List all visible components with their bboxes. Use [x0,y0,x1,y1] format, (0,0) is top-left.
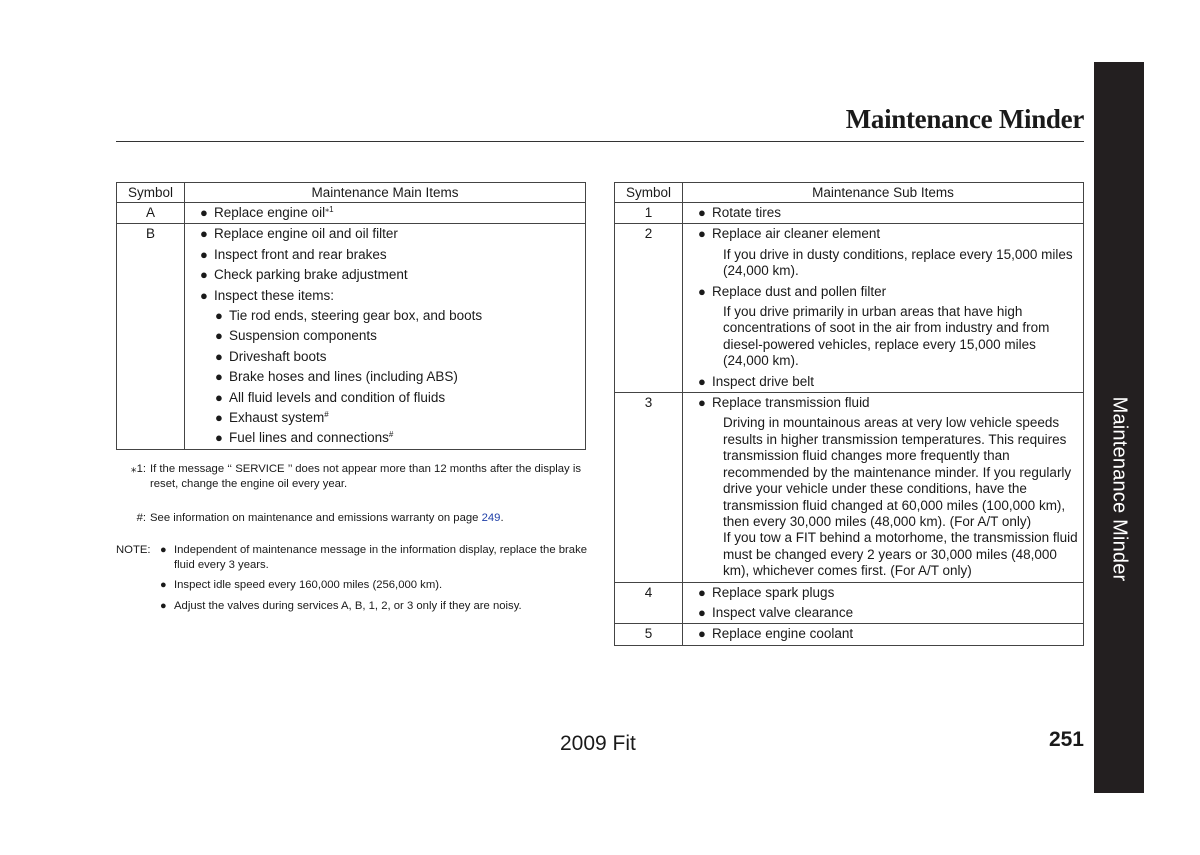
bullet-icon: ● [200,205,208,220]
items-cell [683,393,1084,582]
item-text: Replace spark plugs [712,584,835,600]
item-note: If you tow a FIT behind a motorhome, the transmission fluid must be changed every 2 years or 30,000 miles (48,000 km), whichever comes first. (For A/T only) [723,530,1078,579]
bullet-icon: ● [215,348,223,364]
list-item [698,374,1083,390]
item-note: If you drive in dusty conditions, replace every 15,000 miles (24,000 km). [723,246,1073,279]
notes-section [116,543,588,619]
item-text: Exhaust system [229,410,325,426]
table-row [117,224,586,449]
footnote-ref: # [324,410,329,420]
list-item [215,308,585,324]
symbol-cell: B [117,224,185,449]
side-tab [1094,62,1144,793]
note-text: Adjust the valves during services A, B, 1, 2, or 3 only if they are noisy. [174,599,522,612]
symbol-cell: 4 [615,582,683,624]
footnote-text-body: See information on maintenance and emissions warranty on page [150,512,479,524]
note-item [160,543,588,572]
footnote-marker: ⁎1: [130,463,146,475]
note-item [160,578,588,593]
list-item [215,430,585,446]
bullet-icon: ● [698,395,706,411]
note-text: Independent of maintenance message in the information display, replace the brake fluid every 3 years. [174,544,588,571]
item-text: Inspect these items: [214,287,335,303]
item-text: Inspect front and rear brakes [214,246,387,262]
footnote-marker: #: [136,512,146,524]
model-label: 2009 Fit [560,732,636,755]
notes-label: NOTE: [116,544,151,556]
bullet-icon: ● [698,626,706,642]
bullet-icon: ● [215,430,223,446]
table-row [615,203,1084,224]
bullet-icon: ● [215,389,223,405]
item-text: Inspect valve clearance [712,604,854,620]
bullet-icon: ● [215,328,223,344]
page-number: 251 [1048,728,1084,751]
items-cell [683,224,1084,393]
items-cell [185,224,586,449]
list-item [698,205,1083,221]
symbol-cell: 1 [615,203,683,224]
item-text: Replace dust and pollen filter [712,283,887,299]
symbol-cell: A [117,203,185,224]
page-title: Maintenance Minder [845,104,1084,134]
items-column-header: Maintenance Sub Items [683,183,1084,203]
list-item [200,267,585,283]
item-text: Inspect drive belt [712,373,815,389]
item-note: If you drive primarily in urban areas that have high concentrations of soot in the air from industry and from diesel-powered vehicles, replace every 15,000 miles (24,000 km). [723,304,1050,369]
list-item [698,226,1083,242]
bullet-icon: ● [698,283,706,299]
sub-items-table [614,182,1084,646]
bullet-icon: ● [200,267,208,283]
symbol-column-header: Symbol [615,183,683,203]
page-link[interactable]: 249 [481,512,501,524]
list-item [200,205,585,221]
table-row [615,582,1084,624]
bullet-icon: ● [160,599,167,612]
table-row [615,393,1084,582]
list-item [698,605,1083,621]
list-item [698,284,1083,300]
table-row [117,203,586,224]
footnote-text [150,511,588,526]
bullet-icon: ● [215,410,223,426]
list-item [200,247,585,263]
bullet-icon: ● [698,604,706,620]
bullet-icon: ● [215,369,223,385]
bullet-icon: ● [698,226,706,242]
bullet-icon: ● [215,308,223,324]
symbol-cell: 5 [615,624,683,645]
list-item [215,390,585,406]
item-text: Replace engine oil [214,205,326,220]
footnote-ref: ⁎1 [325,205,334,214]
footnote-ref: # [388,430,394,440]
item-text: Tie rod ends, steering gear box, and boots [229,308,483,324]
item-text: Suspension components [229,328,377,344]
symbol-column-header: Symbol [117,183,185,203]
side-tab-label: Maintenance Minder [1108,396,1131,582]
item-text: Brake hoses and lines (including ABS) [229,369,458,385]
footnote-warranty [116,511,588,526]
item-text: Rotate tires [712,205,782,220]
list-item [200,226,585,242]
items-cell [683,203,1084,224]
bullet-icon: ● [160,544,167,556]
bullet-icon: ● [200,226,208,242]
items-cell [185,203,586,224]
symbol-cell: 3 [615,393,683,582]
bullet-icon: ● [698,373,706,389]
title-rule [116,141,1084,142]
footnote-text: If the message ‘‘ SERVICE ’’ does not appear more than 12 months after the display is reset, change the engine oil every year. [150,463,581,490]
list-item [215,349,585,365]
item-text: Check parking brake adjustment [214,267,408,283]
list-item [698,395,1083,411]
table-row [615,224,1084,393]
bullet-icon: ● [200,246,208,262]
symbol-cell: 2 [615,224,683,393]
list-item [215,410,585,426]
item-text: Replace engine coolant [712,626,854,642]
list-item [200,288,585,304]
list-item [698,626,1083,642]
bullet-icon: ● [200,287,208,303]
note-item [160,599,588,614]
item-note: Driving in mountainous areas at very low vehicle speeds results in higher transmission temperatures. This requires transmission fluid changes more frequently than recommended by the maintenance minder. If you regularly drive your vehicle under these conditions, have the transmission fluid changed at 60,000 miles (100,000 km), then every 30,000 miles (48,000 km). (For A/T only) [723,415,1072,529]
footnote-oil [116,462,588,492]
note-text: Inspect idle speed every 160,000 miles (256,000 km). [174,579,443,591]
items-column-header: Maintenance Main Items [185,183,586,203]
bullet-icon: ● [160,579,167,591]
item-text: Fuel lines and connections [229,430,389,446]
item-text: All fluid levels and condition of fluids [229,389,446,405]
footnote-period: . [500,512,504,524]
bullet-icon: ● [698,205,706,220]
list-item [698,585,1083,601]
item-text: Driveshaft boots [229,348,327,364]
item-text: Replace transmission fluid [712,395,870,411]
items-cell [683,624,1084,645]
list-item [215,369,585,385]
main-items-table [116,182,586,450]
item-text: Replace engine oil and oil filter [214,226,398,242]
list-item [215,328,585,344]
item-text: Replace air cleaner element [712,226,881,242]
items-cell [683,582,1084,624]
table-row [615,624,1084,645]
bullet-icon: ● [698,584,706,600]
